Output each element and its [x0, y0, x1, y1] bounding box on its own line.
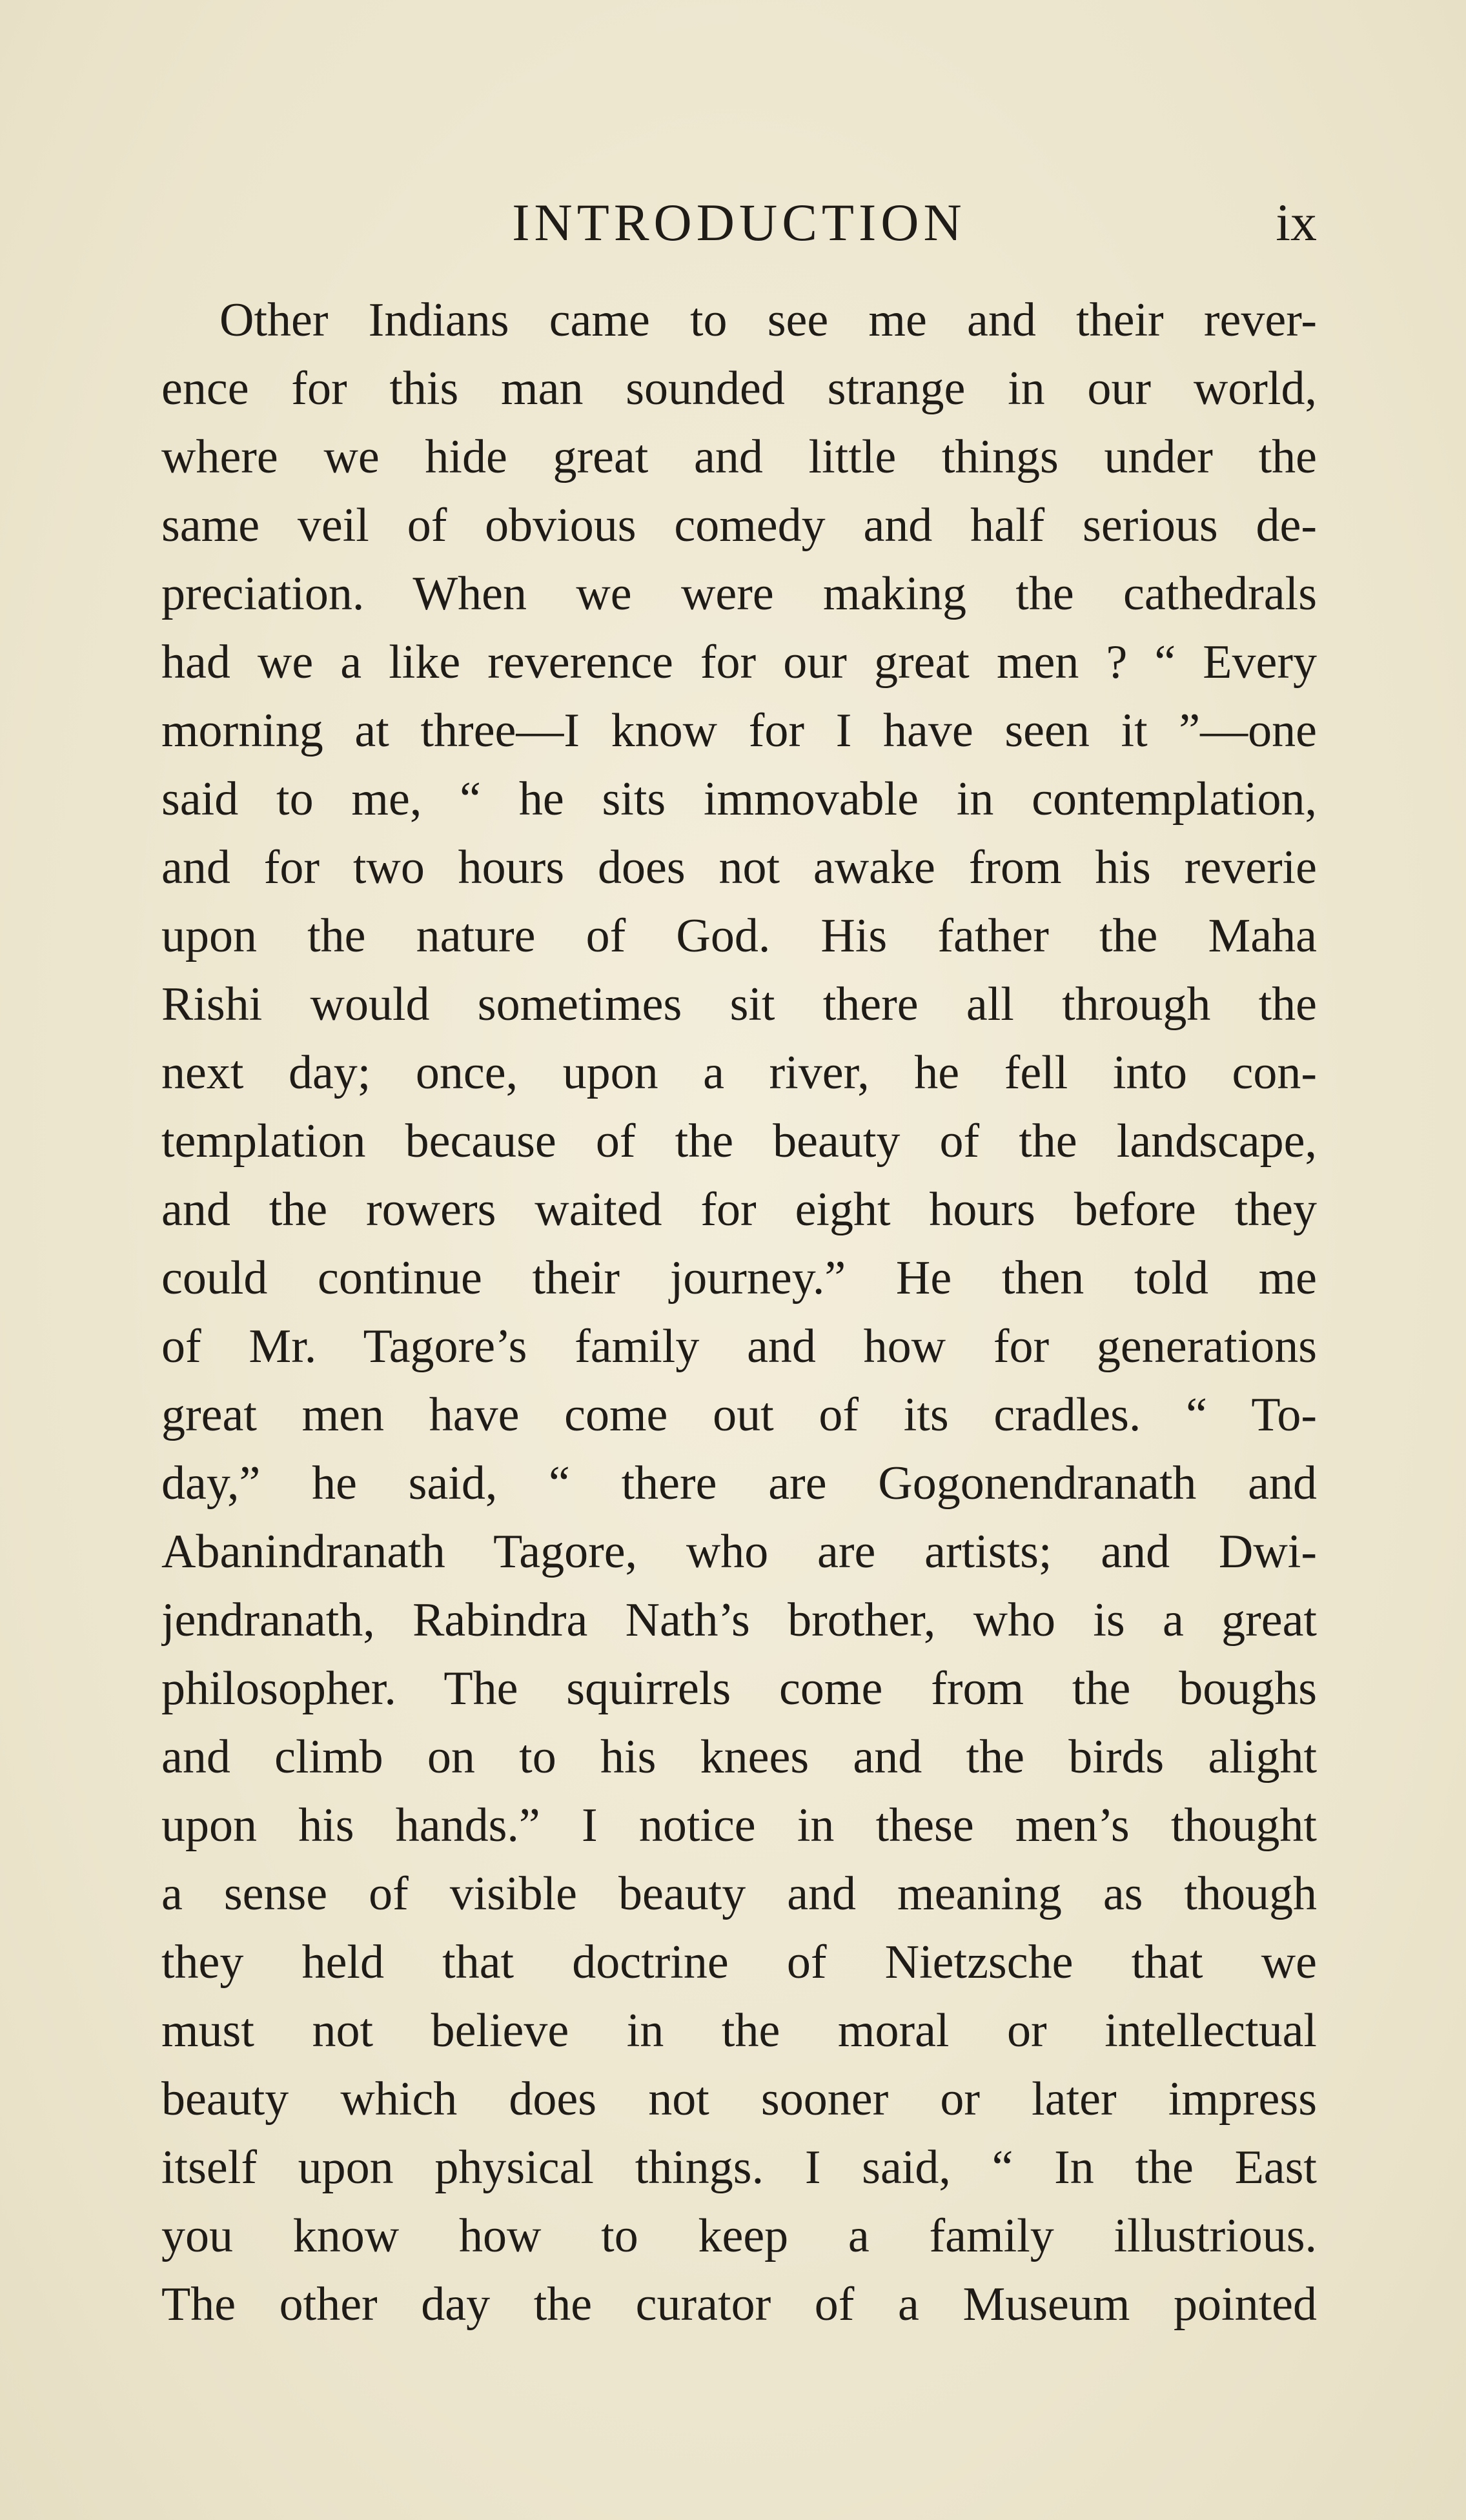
text-line: day,” he said, “ there are Gogonendranath and [161, 1457, 1317, 1510]
text-line: jendranath, Rabindra Nath’s brother, who is a great [161, 1594, 1317, 1647]
text-line: and for two hours does not awake from his reverie [161, 841, 1317, 894]
text-line: morning at three—I know for I have seen it ”—one [161, 704, 1317, 757]
text-line: preciation. When we were making the cathedrals [161, 567, 1317, 620]
text-line: The other day the curator of a Museum pointed [161, 2278, 1317, 2331]
running-title: INTRODUCTION [512, 193, 966, 252]
text-line: and climb on to his knees and the birds alight [161, 1731, 1317, 1783]
text-line: Rishi would sometimes sit there all through the [161, 978, 1317, 1031]
text-line: said to me, “ he sits immovable in contemplation, [161, 773, 1317, 826]
text-line: Abanindranath Tagore, who are artists; and Dwi- [161, 1525, 1317, 1578]
text-line: great men have come out of its cradles. “ To- [161, 1388, 1317, 1441]
text-line: they held that doctrine of Nietzsche that we [161, 1936, 1317, 1989]
page-number: ix [1276, 193, 1317, 252]
body-text [161, 286, 1317, 2339]
text-line: where we hide great and little things under the [161, 431, 1317, 483]
text-line: must not believe in the moral or intellectual [161, 2004, 1317, 2057]
text-line: philosopher. The squirrels come from the boughs [161, 1662, 1317, 1715]
text-line: you know how to keep a family illustrious. [161, 2210, 1317, 2262]
text-line: beauty which does not sooner or later impress [161, 2073, 1317, 2126]
text-line: could continue their journey.” He then told me [161, 1252, 1317, 1305]
text-line: next day; once, upon a river, he fell into con- [161, 1046, 1317, 1099]
text-line: same veil of obvious comedy and half serious de- [161, 499, 1317, 552]
text-line: ence for this man sounded strange in our world, [161, 362, 1317, 415]
text-line: of Mr. Tagore’s family and how for generations [161, 1320, 1317, 1373]
text-line: and the rowers waited for eight hours before they [161, 1183, 1317, 1236]
text-line: upon the nature of God. His father the Maha [161, 909, 1317, 962]
text-line: Other Indians came to see me and their rever- [219, 294, 1317, 347]
text-line: templation because of the beauty of the landscape, [161, 1115, 1317, 1168]
text-line: a sense of visible beauty and meaning as though [161, 1867, 1317, 1920]
text-line: upon his hands.” I notice in these men’s thought [161, 1799, 1317, 1852]
text-line: itself upon physical things. I said, “ In the East [161, 2141, 1317, 2194]
text-line: had we a like reverence for our great men ? “ Every [161, 636, 1317, 689]
running-head [161, 187, 1317, 258]
